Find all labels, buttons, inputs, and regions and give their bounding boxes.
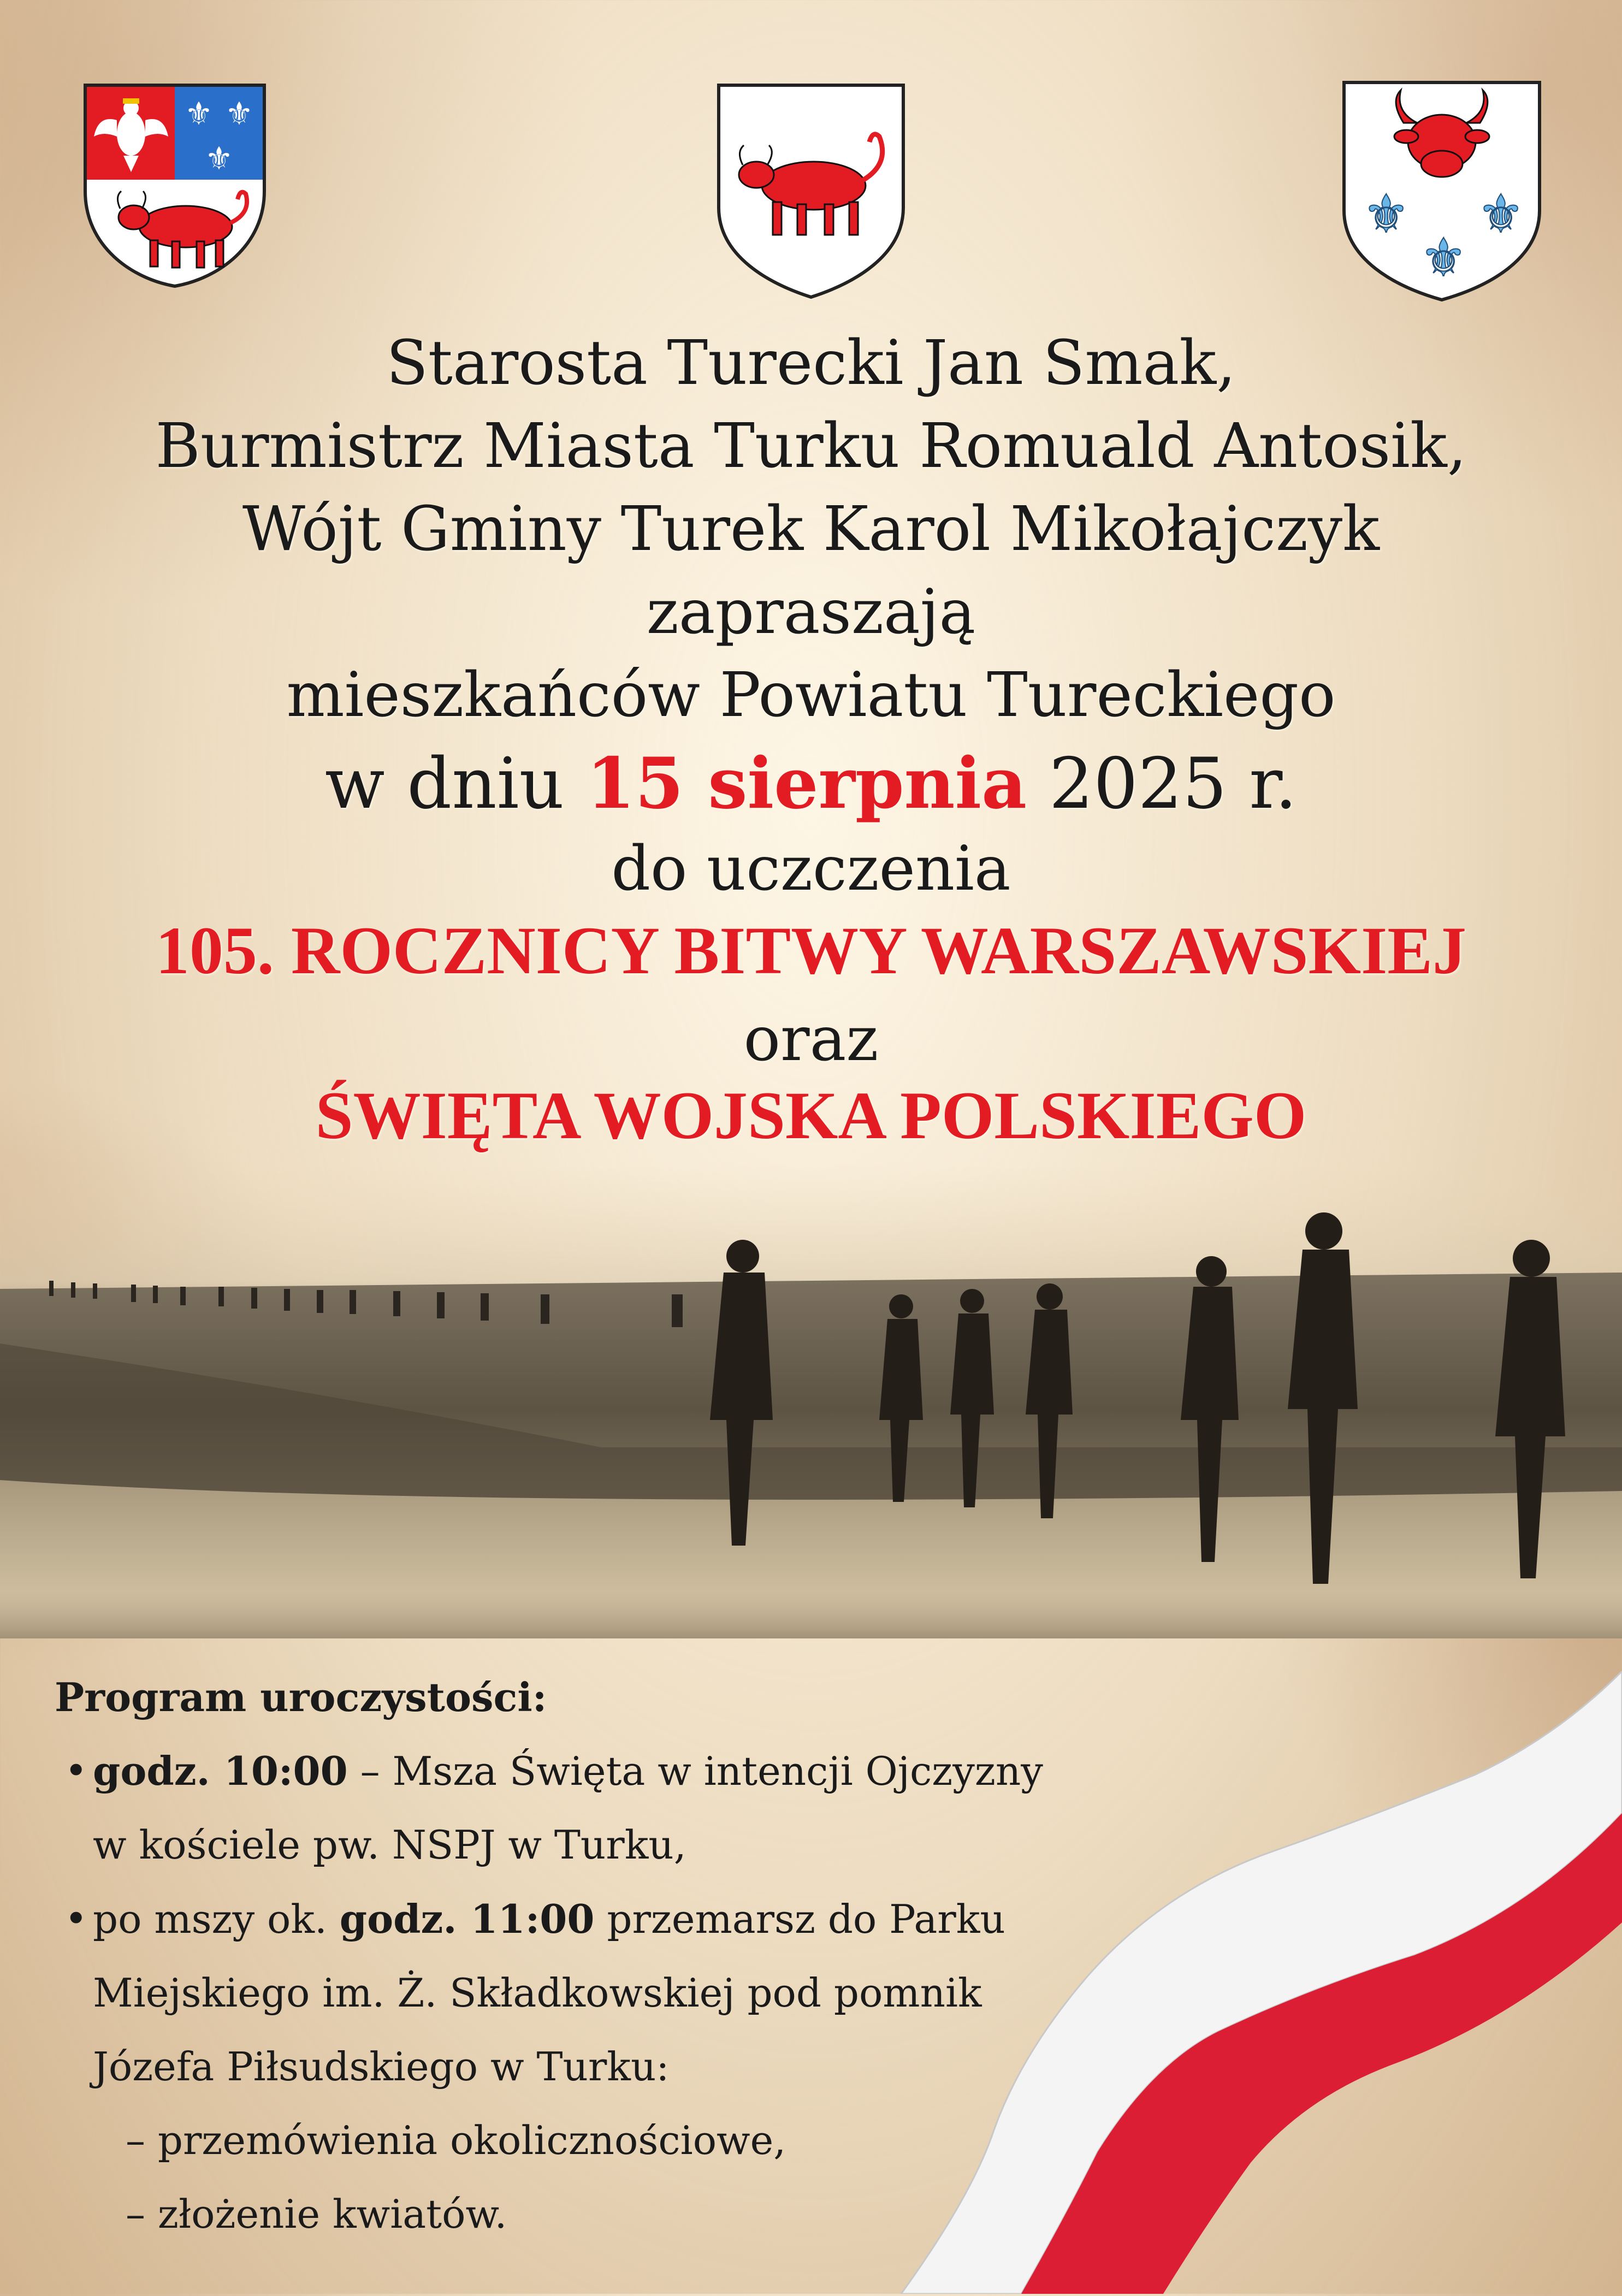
program-subitem-flowers: – złożenie kwiatów. — [126, 2191, 507, 2237]
date-suffix: 2025 r. — [1027, 743, 1297, 825]
purpose-intro: do uczczenia — [611, 833, 1011, 904]
miasto-turek-coat-of-arms-icon — [715, 82, 907, 300]
program-item-march — [55, 1882, 1038, 2104]
svg-text:⚜: ⚜ — [1363, 184, 1410, 245]
mass-location: w kościele pw. NSPJ w Turku, — [93, 1822, 686, 1868]
mass-time: godz. 10:00 — [93, 1748, 348, 1794]
powiat-turecki-coat-of-arms-icon — [82, 82, 268, 289]
svg-text:⚜: ⚜ — [225, 95, 253, 132]
headline-battle-anniversary: 105. ROCZNICY BITWY WARSZAWSKIEJ — [155, 913, 1467, 988]
program-title: Program uroczystości: — [55, 1674, 547, 1720]
svg-text:⚜: ⚜ — [1420, 227, 1467, 288]
bullet-icon: • — [64, 1748, 88, 1794]
program-subitem-speeches: – przemówienia okolicznościowe, — [126, 2117, 786, 2163]
march-location: Miejskiego im. Ż. Składkowskiej pod pomnik — [93, 1970, 982, 2016]
date-highlight: 15 sierpnia — [586, 743, 1027, 825]
march-time: godz. 11:00 — [339, 1896, 595, 1942]
headline-connector: oraz — [743, 1004, 879, 1075]
event-date — [0, 743, 1622, 825]
march-description: przemarsz do Parku — [594, 1896, 1005, 1942]
mass-description: – Msza Święta w intencji Ojczyzny — [347, 1748, 1043, 1794]
invite-verb: zapraszają — [646, 577, 976, 648]
headline-army-day: ŚWIĘTA WOJSKA POLSKIEGO — [315, 1078, 1307, 1153]
program-section — [55, 1660, 1043, 2251]
date-prefix: w dniu — [325, 743, 587, 825]
program-item-mass — [55, 1734, 1043, 1882]
march-prefix: po mszy ok. — [93, 1896, 340, 1942]
marching-soldiers-photo-icon — [0, 1163, 1622, 1638]
gmina-turek-coat-of-arms-icon — [1341, 79, 1543, 303]
inviter-starosta: Starosta Turecki Jan Smak, — [386, 328, 1236, 399]
inviter-burmistrz: Burmistrz Miasta Turku Romuald Antosik, — [155, 411, 1467, 482]
svg-text:⚜: ⚜ — [205, 140, 233, 177]
bullet-icon: • — [64, 1896, 88, 1942]
svg-text:⚜: ⚜ — [185, 95, 213, 132]
march-monument: Józefa Piłsudskiego w Turku: — [93, 2044, 670, 2090]
inviter-wojt: Wójt Gminy Turek Karol Mikołajczyk — [242, 494, 1380, 565]
invitees: mieszkańców Powiatu Tureckiego — [286, 660, 1336, 731]
svg-text:⚜: ⚜ — [1477, 184, 1525, 245]
